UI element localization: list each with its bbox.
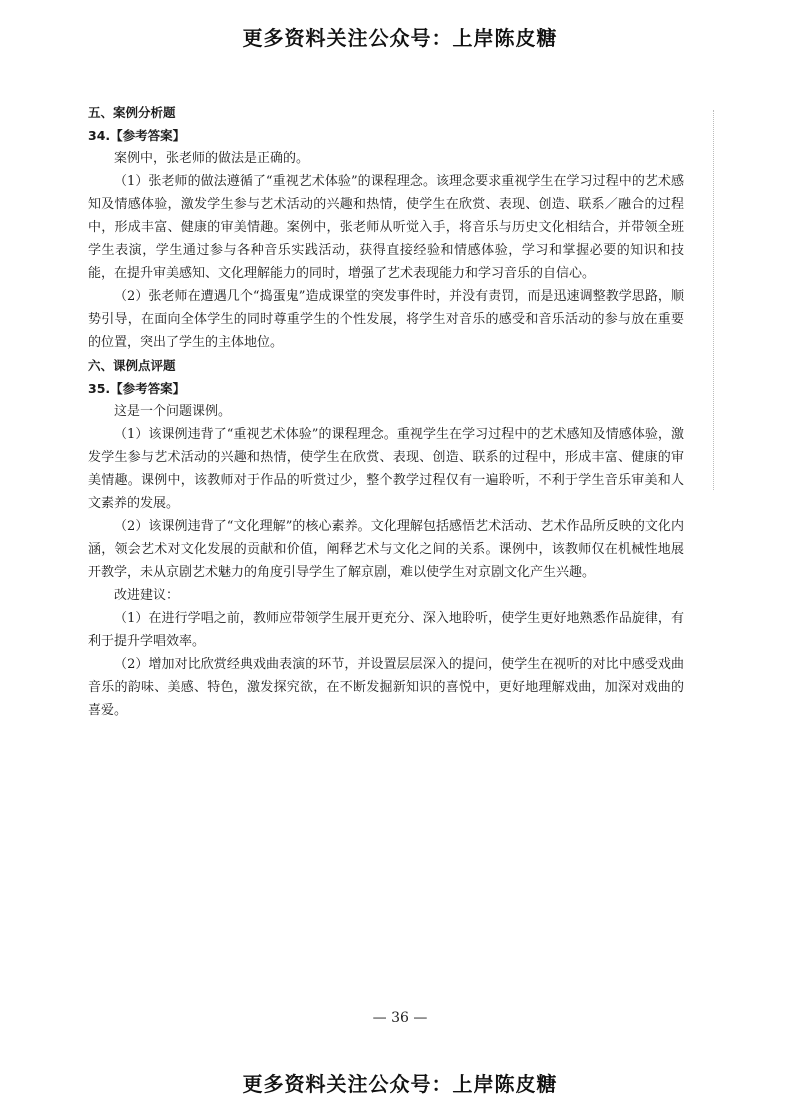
question-35-label: 35.【参考答案】 xyxy=(88,381,186,396)
document-body xyxy=(88,101,684,722)
watermark-banner-top: 更多资料关注公众号：上岸陈皮糖 xyxy=(242,26,558,50)
improvement-suggestions-label: 改进建议： xyxy=(114,588,180,603)
question-34-label: 34.【参考答案】 xyxy=(88,128,186,143)
q34-intro: 案例中，张老师的做法是正确的。 xyxy=(114,151,310,166)
q35-intro: 这是一个问题课例。 xyxy=(114,404,232,419)
q34-paragraph-1: （1）张老师的做法遵循了“重视艺术体验”的课程理念。该理念要求重视学生在学习过程中的艺术感知及情感体验，激发学生参与艺术活动的兴趣和热情，使学生在欣赏、表现、创造、联系／融合的过程中，形成丰富、健康的审美情趣。案例中，张老师从听觉入手，将音乐与历史文化相结合，并带领全班学生表演，学生通过参与各种音乐实践活动，获得直接经验和情感体验，学习和掌握必要的知识和技能，在提升审美感知、文化理解能力的同时，增强了艺术表现能力和学习音乐的自信心。 xyxy=(88,174,684,281)
section-heading-case-analysis: 五、案例分析题 xyxy=(88,105,176,120)
page-number: — 36 — xyxy=(372,1010,428,1026)
suggestion-1: （1）在进行学唱之前，教师应带领学生展开更充分、深入地聆听，使学生更好地熟悉作品旋律，有利于提升学唱效率。 xyxy=(88,611,684,649)
watermark-banner-bottom: 更多资料关注公众号：上岸陈皮糖 xyxy=(242,1072,558,1096)
q35-paragraph-1: （1）该课例违背了“重视艺术体验”的课程理念。重视学生在学习过程中的艺术感知及情感体验，激发学生参与艺术活动的兴趣和热情，使学生在欣赏、表现、创造、联系的过程中，形成丰富、健康的审美情趣。课例中，该教师对于作品的听赏过少，整个教学过程仅有一遍聆听，不利于学生音乐审美和人文素养的发展。 xyxy=(88,427,684,511)
q34-paragraph-2: （2）张老师在遭遇几个“捣蛋鬼”造成课堂的突发事件时，并没有责罚，而是迅速调整教学思路，顺势引导，在面向全体学生的同时尊重学生的个性发展，将学生对音乐的感受和音乐活动的参与放在重要的位置，突出了学生的主体地位。 xyxy=(88,289,684,350)
scan-edge-mark xyxy=(712,110,714,490)
q35-paragraph-2: （2）该课例违背了“文化理解”的核心素养。文化理解包括感悟艺术活动、艺术作品所反映的文化内涵，领会艺术对文化发展的贡献和价值，阐释艺术与文化之间的关系。课例中，该教师仅在机械性地展开教学，未从京剧艺术魅力的角度引导学生了解京剧，难以使学生对京剧文化产生兴趣。 xyxy=(88,519,684,580)
suggestion-2: （2）增加对比欣赏经典戏曲表演的环节，并设置层层深入的提问，使学生在视听的对比中感受戏曲音乐的韵味、美感、特色，激发探究欲，在不断发掘新知识的喜悦中，更好地理解戏曲，加深对戏曲的喜爱。 xyxy=(88,657,684,718)
section-heading-lesson-review: 六、课例点评题 xyxy=(88,358,176,373)
